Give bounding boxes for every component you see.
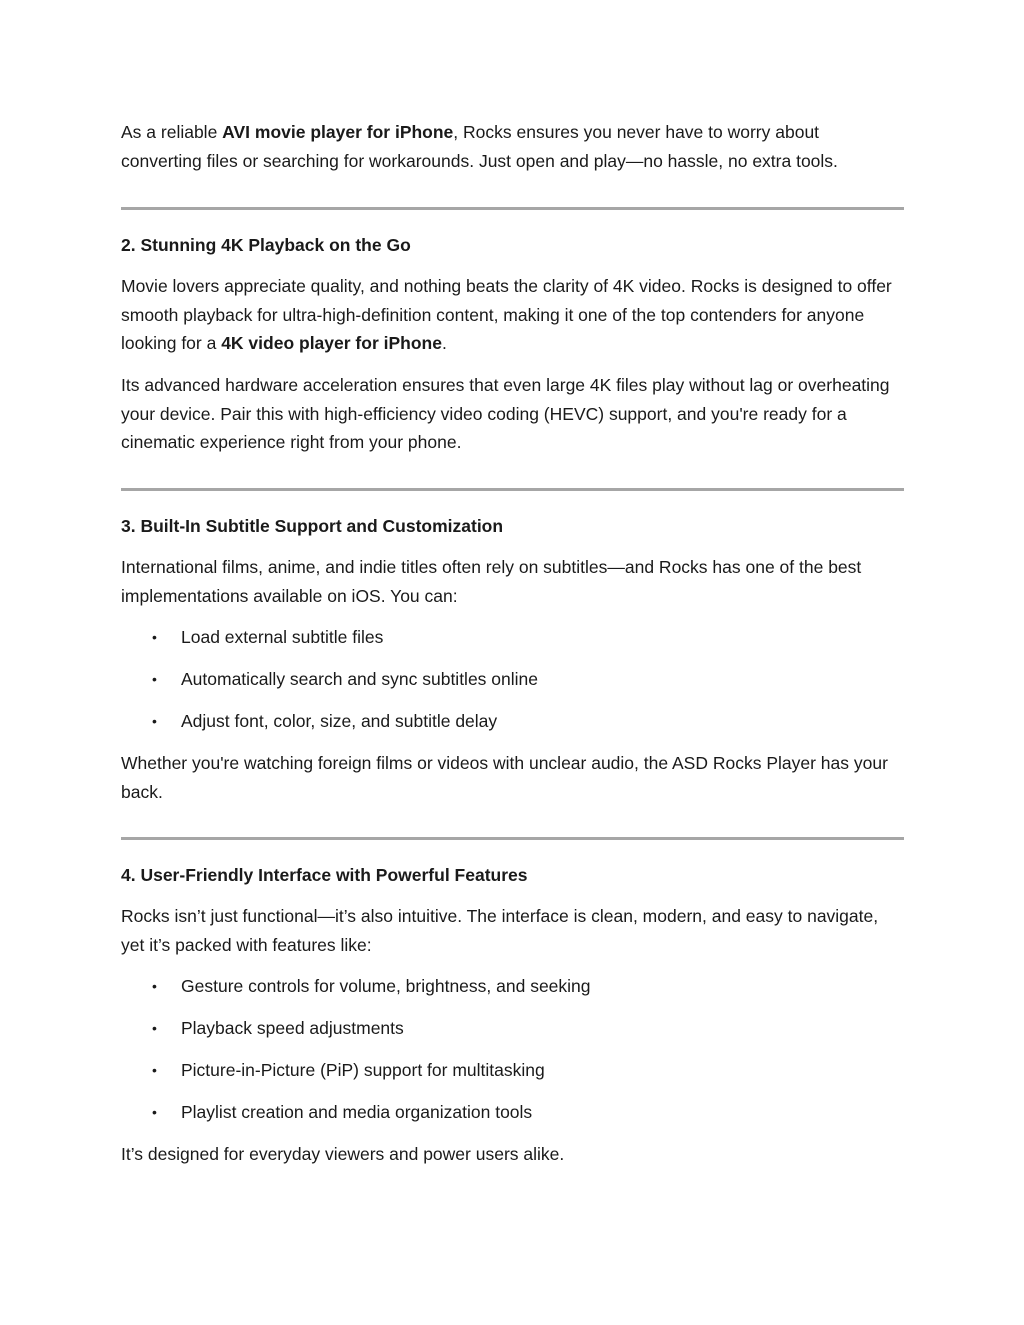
list-item-text: Picture-in-Picture (PiP) support for multitasking [181, 1060, 545, 1080]
intro-keyword: AVI movie player for iPhone [222, 122, 454, 142]
section-4-paragraph-2: It’s designed for everyday viewers and power users alike. [121, 1144, 565, 1164]
section-divider [121, 488, 904, 491]
section-2-paragraph-2: Its advanced hardware acceleration ensures that even large 4K files play without lag or overheating your device. Pair this with high-efficiency video coding (HEVC) support, and you're ready for a cinematic experience right from your phone. [121, 375, 890, 452]
list-item-text: Adjust font, color, size, and subtitle delay [181, 711, 498, 731]
section-3-paragraph-1: International films, anime, and indie titles often rely on subtitles—and Rocks has one of the best implementations available on iOS. You can: [121, 557, 862, 606]
list-item-text: Automatically search and sync subtitles online [181, 669, 538, 689]
section-2-heading: 2. Stunning 4K Playback on the Go [121, 235, 411, 255]
list-item [121, 665, 904, 707]
list-item [121, 707, 904, 749]
section-4-paragraph-1: Rocks isn’t just functional—it’s also intuitive. The interface is clean, modern, and easy to navigate, yet it’s packed with features like: [121, 906, 879, 955]
section-3-heading: 3. Built-In Subtitle Support and Customization [121, 516, 504, 536]
bullet-icon: • [152, 1062, 157, 1078]
bullet-icon: • [152, 1104, 157, 1120]
section-4-heading: 4. User-Friendly Interface with Powerful Features [121, 865, 528, 885]
intro-text-before: As a reliable [121, 122, 223, 142]
section-2-paragraph-1 [121, 272, 904, 358]
section-divider [121, 207, 904, 210]
section-2-p1-end: . [441, 333, 447, 353]
bullet-icon: • [152, 671, 157, 687]
section-3-bullet-list [121, 623, 904, 749]
list-item-text: Playback speed adjustments [181, 1018, 404, 1038]
list-item [121, 1014, 904, 1056]
section-2-keyword: 4K video player for iPhone [221, 333, 442, 353]
intro-paragraph [121, 118, 904, 175]
list-item-text: Load external subtitle files [181, 627, 384, 647]
bullet-icon: • [152, 713, 157, 729]
list-item [121, 1098, 904, 1140]
section-divider [121, 837, 904, 840]
bullet-icon: • [152, 978, 157, 994]
bullet-icon: • [152, 629, 157, 645]
list-item-text: Playlist creation and media organization tools [181, 1102, 533, 1122]
list-item [121, 1056, 904, 1098]
section-2-p1-text: Movie lovers appreciate quality, and nothing beats the clarity of 4K video. Rocks is designed to offer smooth playback for ultra-high-definition content, making it one of the top contenders for anyone looking for a [121, 276, 892, 353]
list-item [121, 623, 904, 665]
intro-text-after: , Rocks ensures you never have to worry about converting files or searching for workarounds. Just open and play—no hassle, no extra tools. [121, 122, 838, 171]
section-4-bullet-list [121, 972, 904, 1140]
list-item [121, 972, 904, 1014]
section-3-paragraph-2: Whether you're watching foreign films or videos with unclear audio, the ASD Rocks Player has your back. [121, 753, 888, 802]
list-item-text: Gesture controls for volume, brightness, and seeking [181, 976, 591, 996]
bullet-icon: • [152, 1020, 157, 1036]
